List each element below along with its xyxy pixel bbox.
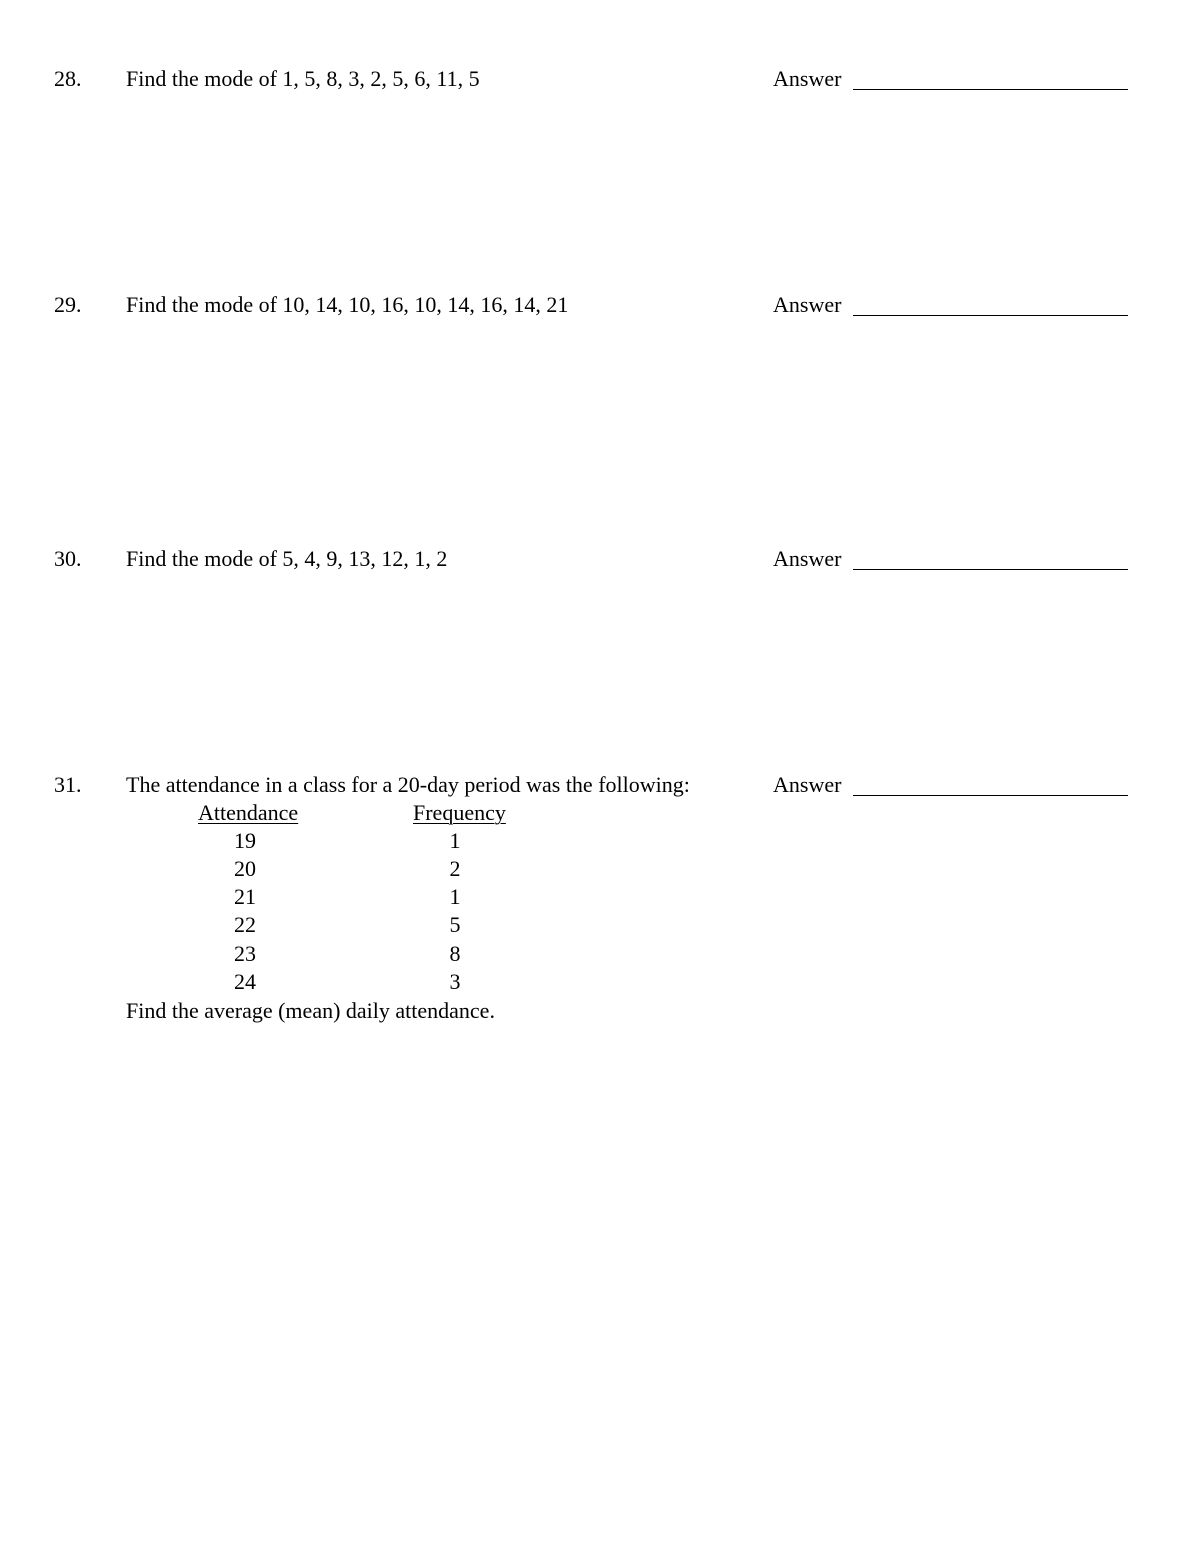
answer-blank[interactable] [853,569,1128,570]
answer-label: Answer [773,66,842,91]
question-number: 29. [54,292,82,317]
column-header-frequency: Frequency [413,800,506,825]
frequency-cell: 5 [449,912,461,937]
attendance-cell: 21 [234,884,256,909]
attendance-cell: 23 [234,941,256,966]
attendance-cell: 19 [234,828,256,853]
question-text: Find the mode of 1, 5, 8, 3, 2, 5, 6, 11, 5 [126,66,480,91]
answer-label: Answer [773,546,842,571]
frequency-cell: 2 [449,856,461,881]
question-number: 30. [54,546,82,571]
attendance-cell: 22 [234,912,256,937]
answer-label: Answer [773,772,842,797]
answer-blank[interactable] [853,795,1128,796]
question-number: 31. [54,772,82,797]
frequency-cell: 1 [449,828,461,853]
question-text: Find the mode of 10, 14, 10, 16, 10, 14, 16, 14, 21 [126,292,569,317]
frequency-cell: 8 [449,941,461,966]
answer-blank[interactable] [853,89,1128,90]
column-header-attendance: Attendance [198,800,299,825]
attendance-cell: 24 [234,969,256,994]
question-followup-text: Find the average (mean) daily attendance. [126,998,495,1023]
frequency-cell: 1 [449,884,461,909]
answer-label: Answer [773,292,842,317]
question-text: Find the mode of 5, 4, 9, 13, 12, 1, 2 [126,546,448,571]
question-text: The attendance in a class for a 20-day period was the following: [126,772,690,797]
answer-blank[interactable] [853,315,1128,316]
question-number: 28. [54,66,82,91]
frequency-cell: 3 [449,969,461,994]
attendance-cell: 20 [234,856,256,881]
